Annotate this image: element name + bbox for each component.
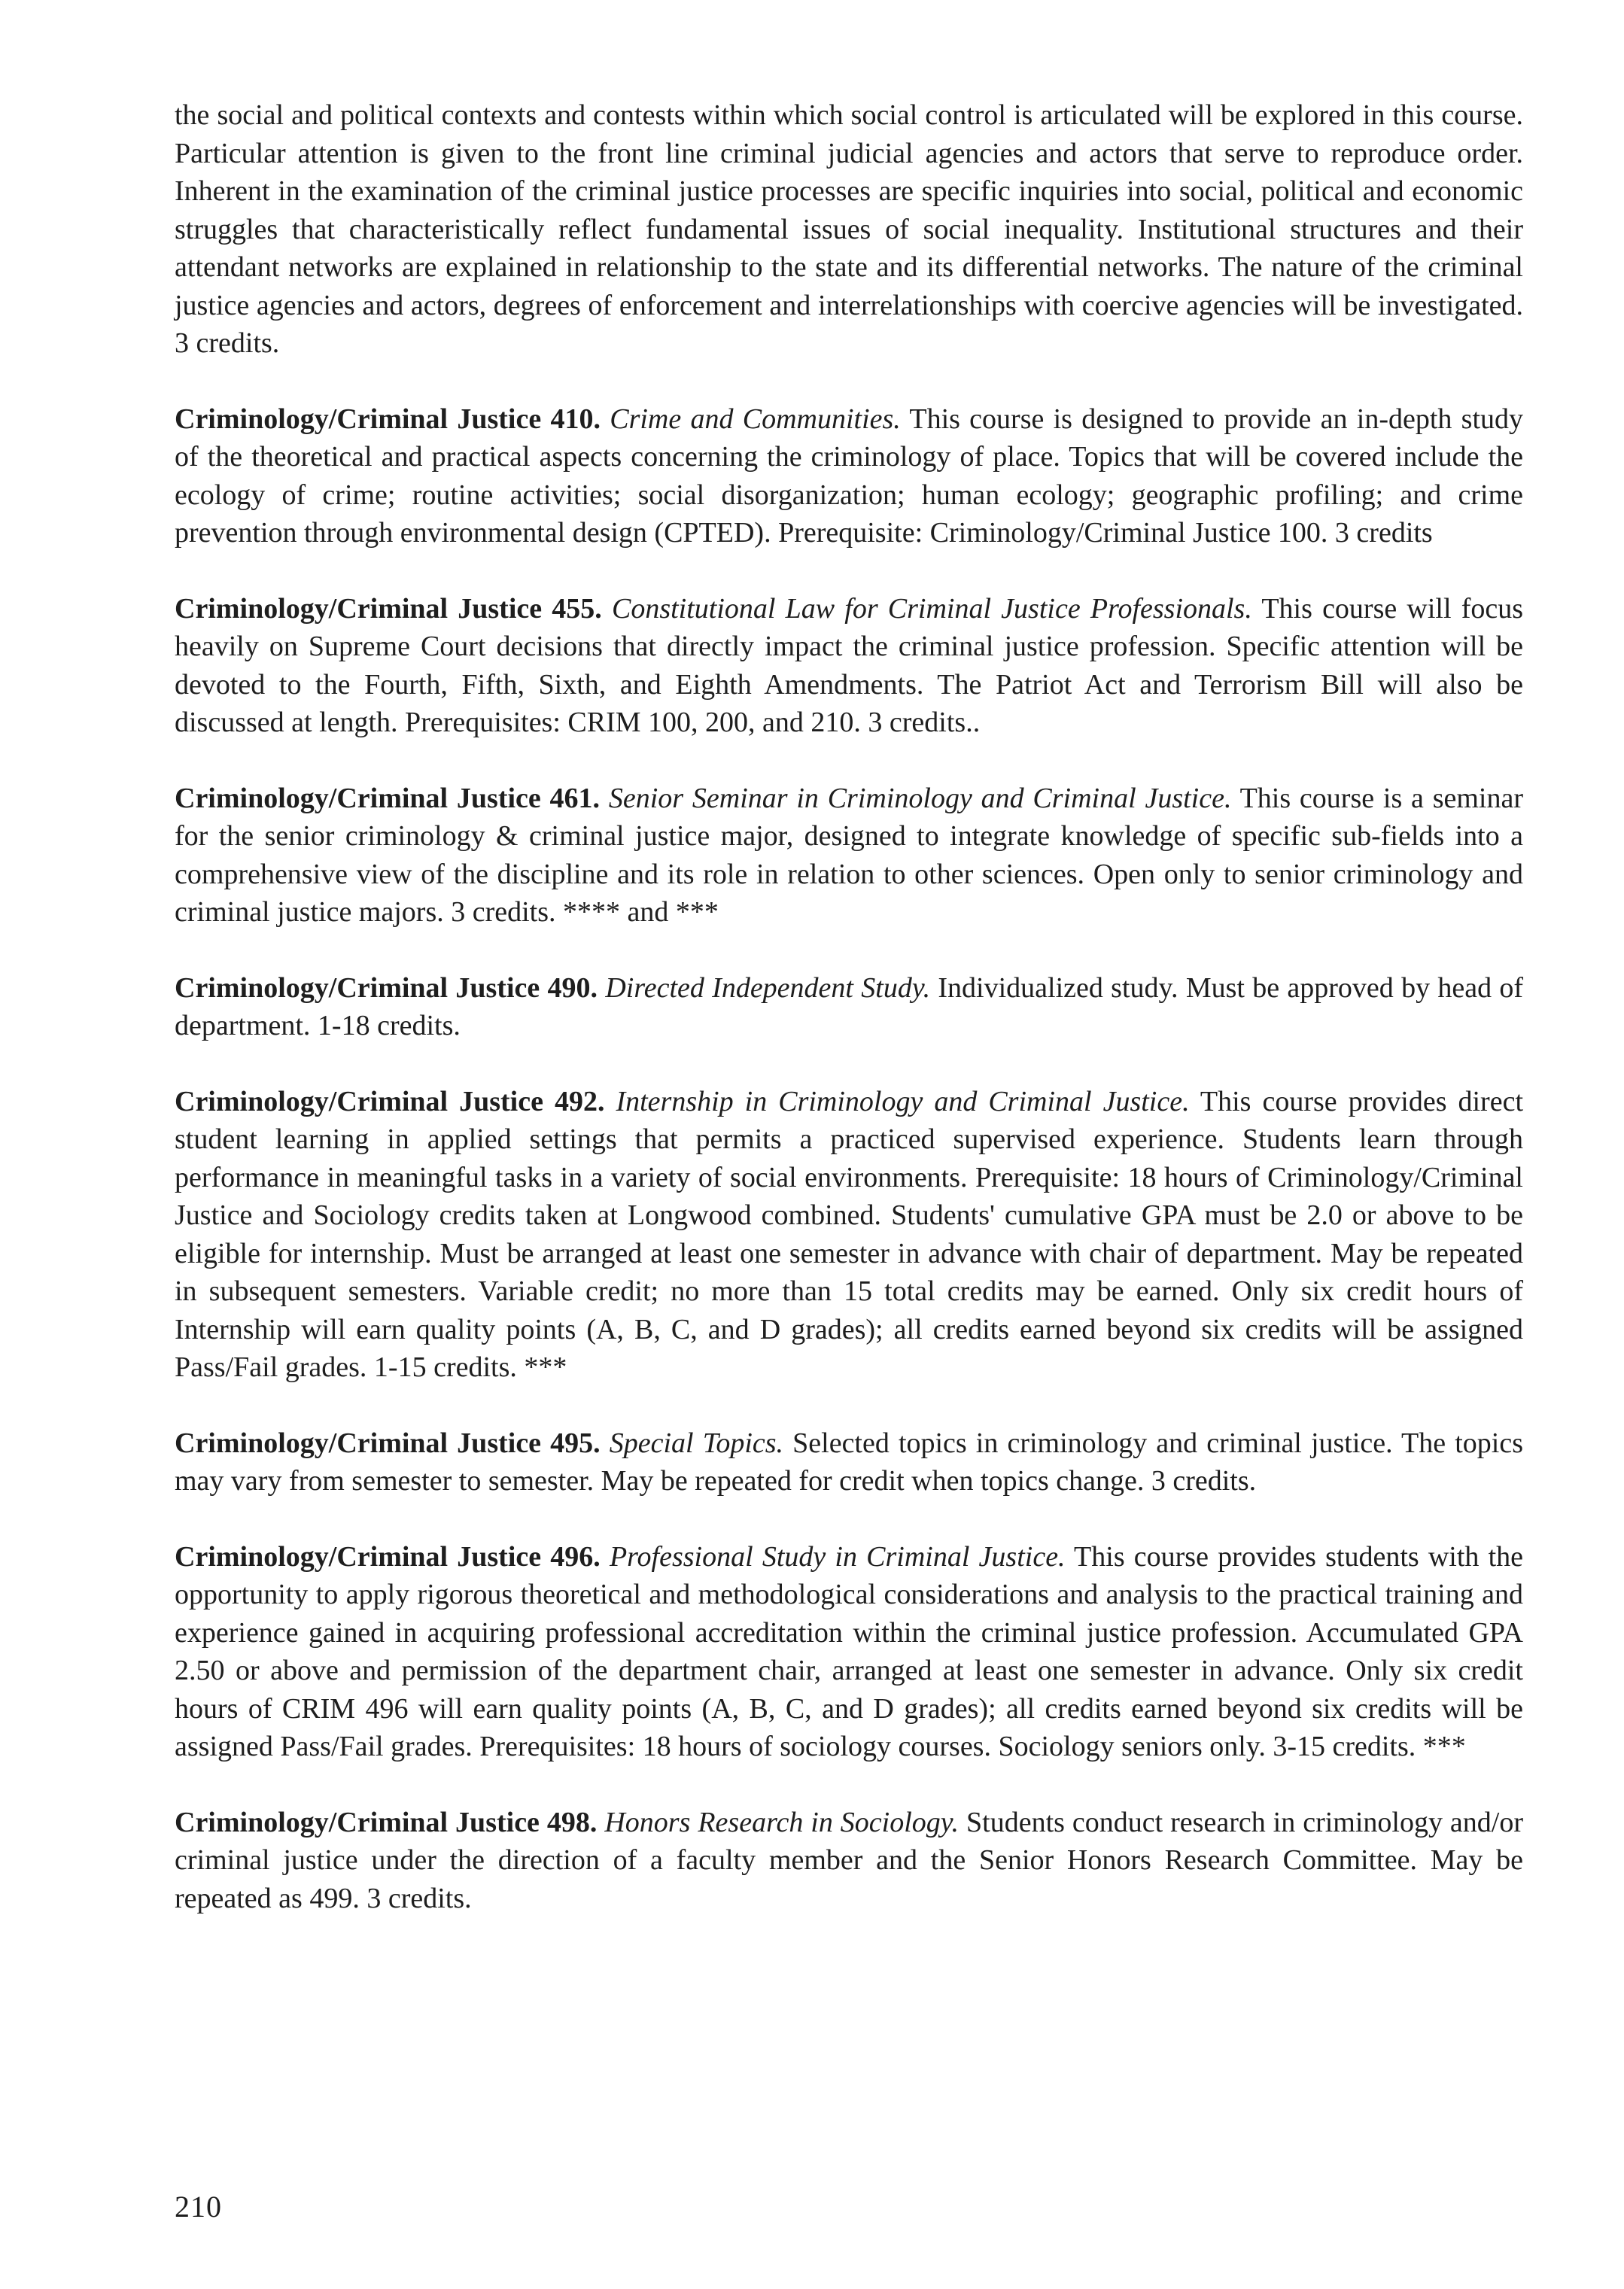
- course-description: Individualized study. Must be approved by head of department. 1-18 credits.: [175, 971, 1524, 1041]
- course-description: Students conduct research in criminology and/or criminal justice under the direction of a faculty member and the Senior Honors Research Committee. May be repeated as 499. 3 credits.: [175, 1806, 1523, 1914]
- course-entry: [175, 1083, 1523, 1387]
- course-entry: [175, 1538, 1523, 1766]
- course-heading: Criminology/Criminal Justice 455.: [175, 592, 602, 625]
- course-description: This course will focus heavily on Supreme Court decisions that directly impact the criminal justice profession. Specific attention will be devoted to the Fourth, Fifth, Sixth, and Eighth Amendments. The Patriot Act and Terrorism Bill will also be discussed at length. Prerequisites: CRIM 100, 200, and 210. 3 credits..: [175, 592, 1523, 738]
- intro-paragraph: the social and political contexts and contests within which social control is articulated will be explored in this course. Particular attention is given to the front line criminal judicial agencies and actors that serve to reproduce order. Inherent in the examination of the criminal justice processes are specific inquiries into social, political and economic struggles that characteristically reflect fundamental issues of social inequality. Institutional structures and their attendant networks are explained in relationship to the state and its differential networks. The nature of the criminal justice agencies and actors, degrees of enforcement and interrelationships with coercive agencies will be investigated. 3 credits.: [175, 99, 1523, 359]
- course-description: This course is designed to provide an in-depth study of the theoretical and practical aspects concerning the criminology of place. Topics that will be covered include the ecology of crime; routine activities; social disorganization; human ecology; geographic profiling; and crime prevention through environmental design (CPTED). Prerequisite: Criminology/Criminal Justice 100. 3 credits: [175, 403, 1523, 549]
- course-entry: [175, 1804, 1523, 1918]
- course-entry: [175, 400, 1523, 552]
- page-number: 210: [175, 2190, 222, 2224]
- course-title: Special Topics.: [609, 1427, 784, 1459]
- course-heading: Criminology/Criminal Justice 496.: [175, 1540, 601, 1573]
- course-title: Constitutional Law for Criminal Justice Professionals.: [611, 592, 1252, 625]
- course-entry: [175, 780, 1523, 932]
- course-heading: Criminology/Criminal Justice 495.: [175, 1427, 601, 1459]
- course-heading: Criminology/Criminal Justice 492.: [175, 1085, 605, 1117]
- course-heading: Criminology/Criminal Justice 410.: [175, 403, 601, 435]
- course-descriptions: [175, 96, 1523, 1955]
- course-description: This course provides students with the opportunity to apply rigorous theoretical and methodological considerations and analysis to the practical training and experience gained in acquiring professional accreditation within the criminal justice profession. Accumulated GPA 2.50 or above and permission of the department chair, arranged at least one semester in advance. Only six credit hours of CRIM 496 will earn quality points (A, B, C, and D grades); all credits earned beyond six credits will be assigned Pass/Fail grades. Prerequisites: 18 hours of sociology courses. Sociology seniors only. 3-15 credits. ***: [175, 1540, 1524, 1762]
- course-title: Honors Research in Sociology.: [604, 1806, 959, 1838]
- course-title: Directed Independent Study.: [605, 971, 931, 1004]
- course-description: This course provides direct student learning in applied settings that permits a practiced supervised experience. Students learn through performance in meaningful tasks in a variety of social environments. Prerequisite: 18 hours of Criminology/Criminal Justice and Sociology credits taken at Longwood combined. Students' cumulative GPA must be 2.0 or above to be eligible for internship. Must be arranged at least one semester in advance with chair of department. May be repeated in subsequent semesters. Variable credit; no more than 15 total credits may be earned. Only six credit hours of Internship will earn quality points (A, B, C, and D grades); all credits earned beyond six credits will be assigned Pass/Fail grades. 1-15 credits. ***: [175, 1085, 1523, 1383]
- course-heading: Criminology/Criminal Justice 461.: [175, 782, 601, 814]
- course-heading: Criminology/Criminal Justice 498.: [175, 1806, 598, 1838]
- course-entry: [175, 969, 1523, 1045]
- course-title: Crime and Communities.: [610, 403, 901, 435]
- course-description: Selected topics in criminology and criminal justice. The topics may vary from semester to semester. May be repeated for credit when topics change. 3 credits.: [175, 1427, 1523, 1497]
- course-entry: [175, 1424, 1523, 1500]
- course-heading: Criminology/Criminal Justice 490.: [175, 971, 598, 1004]
- course-title: Senior Seminar in Criminology and Criminal Justice.: [608, 782, 1232, 814]
- course-description: This course is a seminar for the senior criminology & criminal justice major, designed to integrate knowledge of specific sub-fields into a comprehensive view of the discipline and its role in relation to other sciences. Open only to senior criminology and criminal justice majors. 3 credits. **** and ***: [175, 782, 1524, 928]
- course-title: Internship in Criminology and Criminal Justice.: [616, 1085, 1190, 1117]
- course-entry: [175, 590, 1523, 742]
- course-title: Professional Study in Criminal Justice.: [609, 1540, 1066, 1573]
